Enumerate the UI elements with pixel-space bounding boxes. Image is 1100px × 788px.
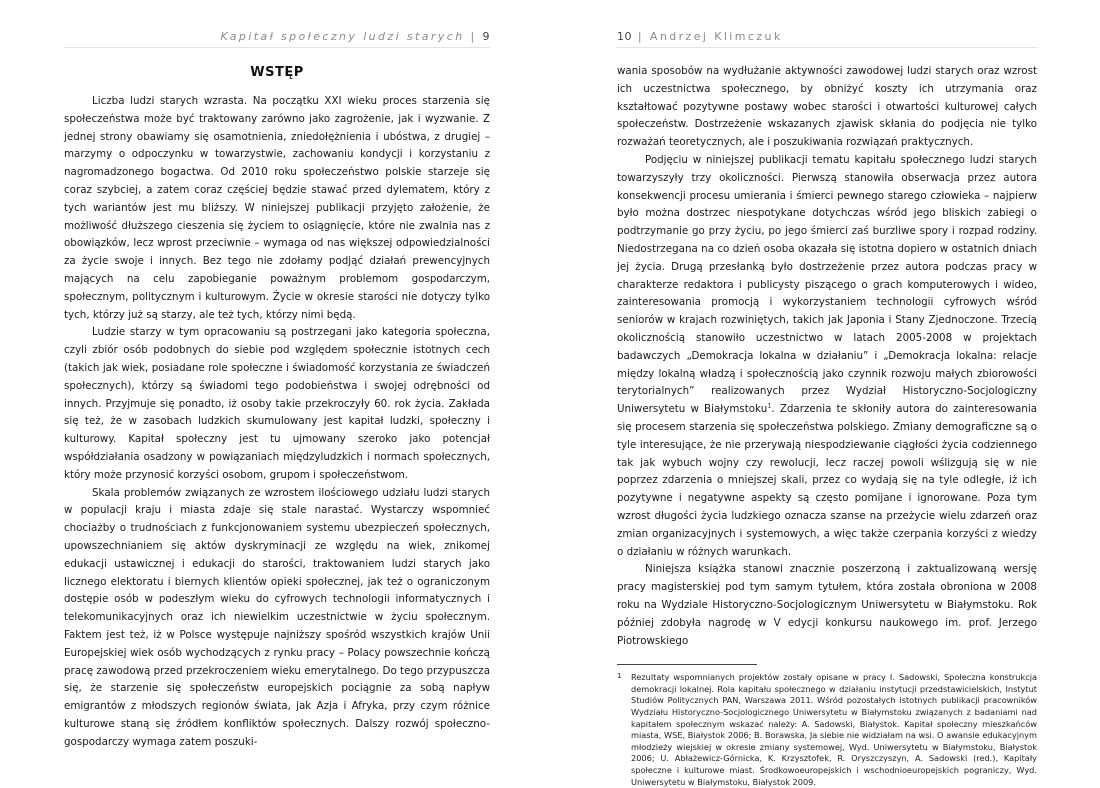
left-header-title: Kapitał społeczny ludzi starych: [220, 30, 465, 43]
right-header-rule: [617, 47, 1037, 48]
right-page-body: [617, 63, 1037, 788]
paragraph-text: Podjęciu w niniejszej publikacji tematu kapitału społecznego ludzi starych towarzyszyły trzy okoliczności. Pierwszą stanowiła obserwacja przez autora konsekwencji procesu umierania i śmierci pewnego starego człowieka – najpierw było można dostrzec niespotykane dotychczas wśród jego bliskich zabiegi o podtrzymanie go przy życiu, po jego śmierci zaś burzliwe spory i rozpad rodziny. Niedostrzegana na co dzień osoba okazała się istotna dopiero w ostatnich dniach jej życia. Drugą przesłanką było dostrzeżenie przez autora podczas pracy w charakterze redaktora i publicysty piszącego o grach komputerowych i wideo, zainteresowania promocją i wykorzystaniem technologii cyfrowych wśród seniorów w krajach rozwiniętych, takich jak Japonia i Stany Zjednoczone. Trzecią okolicznością stanowiło uczestnictwo w latach 2005-2008 w projektach badawczych „Demokracja lokalna w działaniu” i „Demokracja lokalna: relacje między lokalną władzą i społecznością jako czynnik rozwoju małych zbiorowości terytorialnych” realizowanych przez Wydział Historyczno-Socjologiczny Uniwersytetu w Białymstoku: [617, 153, 1037, 416]
paragraph-text: . Zdarzenia te skłoniły autora do zainteresowania się procesem starzenia się społeczeństwa polskiego. Zmiany demograficzne są o tyle interesujące, że nie przerywają niespodziewanie ciągłości życia codziennego tak jak wybuch wojny czy rewolucji, lecz raczej powoli wślizgują się w nie poprzez zdarzenia o mniejszej skali, przez co wydają się na tyle odległe, iż ich pozytywne i negatywne aspekty są często pomijane i ignorowane. Poza tym wzrost długości życia ludzkiego oznacza szanse na przeżycie wielu zdarzeń oraz zmian organizacyjnych i systemowych, a więc także czerpania korzyści z wiedzy o działaniu w różnych warunkach.: [617, 403, 1038, 558]
paragraph: [617, 152, 1037, 561]
paragraph: Liczba ludzi starych wzrasta. Na początku XXI wieku proces starzenia się społeczeństwa może być traktowany zarówno jako zagrożenie, jak i wyzwanie. Z jednej strony obawiamy się osamotnienia, zniedołężnienia i ubóstwa, z drugiej – marzymy o odpoczynku w towarzystwie, zachowaniu kondycji i korzystaniu z nagromadzonego bogactwa. Od 2010 roku społeczeństwo polskie starzeje się coraz szybciej, a zatem coraz częściej będzie stawać przed dylematem, który z tych wariantów jest mu bliższy. W niniejszej publikacji przyjęto założenie, że możliwość dłuższego cieszenia się życiem to osiągnięcie, które nie zwalnia nas z obowiązków, lecz wprost przeciwnie – wymaga od nas większej odpowiedzialności za życie swoje i innych. Bez tego nie zdołamy podjąć działań prewencyjnych mających na celu zapobieganie poważnym problemom gospodarczym, społecznym, politycznym i kulturowym. Życie w okresie starości nie dotyczy tylko tych, którzy już są starzy, ale też tych, którzy nimi będą.: [64, 95, 490, 321]
left-page-number: 9: [482, 30, 490, 43]
paragraph: Skala problemów związanych ze wzrostem ilościowego udziału ludzi starych w populacji kraju i miasta zdaje się stale narastać. Wystarczy wspomnieć chociażby o trudnościach z funkcjonowaniem systemu ubezpieczeń społecznych, upowszechnianiem się aktów dyskryminacji ze względu na wiek, znikomej edukacji ustawicznej i edukacji do starości, traktowaniem ludzi starych jako licznego elektoratu i biernych klientów opieki społecznej, jak też o ograniczonym dostępie osób w podeszłym wieku do cyfrowych technologii informatycznych i telekomunikacyjnych oraz ich niewielkim uczestnictwie w życiu społecznym. Faktem jest też, iż w Polsce występuje najniższy spośród wszystkich krajów Unii Europejskiej wiek osób wychodzących z rynku pracy – Polacy powszechnie kończą pracę zawodową przed przekroczeniem wieku emerytalnego. Do tego przypuszcza się, że starzenie się społeczeństw europejskich pociągnie za sobą napływ emigrantów z młodszych regionów świata, jak Azja i Afryka, przy czym różnice kulturowe staną się źródłem konfliktów społecznych. Dalszy rozwój społeczno-gospodarczy wymaga zatem poszuki-: [64, 486, 490, 748]
paragraph: Ludzie starzy w tym opracowaniu są postrzegani jako kategoria społeczna, czyli zbiór osób podobnych do siebie pod względem społecznie istotnych cech (takich jak wiek, posiadane role społeczne i świadomość korzystania ze świadczeń społecznych), którzy są świadomi tego podobieństwa i swojej odrębności od innych. Przyjmuje się ponadto, iż osoby takie przekroczyły 60. rok życia. Zakłada się też, że w zasobach ludzkich skumulowany jest kapitał ludzki, społeczny i kulturowy. Kapitał społeczny jest tu ujmowany szeroko jako potencjał współdziałania osadzony w powiązaniach międzyludzkich i normach społecznych, który może przynosić korzyści osobom, grupom i społeczeństwom.: [64, 326, 490, 481]
footnote: [617, 672, 1037, 788]
left-header-rule: [64, 47, 490, 48]
footnote-reference: 1: [767, 401, 772, 410]
right-header-author: Andrzej Klimczuk: [649, 30, 783, 43]
chapter-title: WSTĘP: [250, 65, 304, 80]
right-running-header: [617, 30, 783, 43]
footnote-text: Rezultaty wspomnianych projektów zostały opisane w pracy I. Sadowski, Społeczna konstrukcja demokracji lokalnej. Rola kapitału społecznego w działaniu instytucji przedstawicielskich, Instytut Studiów Politycznych PAN, Warszawa 2011. Wśród pozostałych istotnych publikacji pracowników Wydziału Historyczno-Socjologicznego Uniwersytetu w Białymstoku związanych z badaniami nad kapitałem społecznym wskazać należy: A. Sadowski, Białystok. Kapitał społeczny mieszkańców miasta, WSE, Białystok 2006; B. Borawska, Ja siebie nie widziałam na wsi. O awansie edukacyjnym młodzieży wiejskiej w okresie zmiany systemowej, Wyd. Uniwersytetu w Białymstoku, Białystok 2006; U. Abłażewicz-Górnicka, K. Krzysztofek, R. Oryszczyszyn, A. Sadowski (red.), Kapitały społeczne i kulturowe miast. Środkowoeuropejskich i wschodnioeuropejskich pograniczy, Wyd. Uniwersytetu w Białymstoku, Białystok 2009.: [631, 672, 1037, 787]
left-page-body: [64, 62, 490, 751]
paragraph-continued: wania sposobów na wydłużanie aktywności zawodowej ludzi starych oraz wzrost ich uczestnictwa społecznego, by obniżyć koszty ich utrzymania oraz kształtować pozytywne postawy wobec starości i otwartości kulturowej całych społeczeństw. Dostrzeżenie wskazanych zjawisk skłania do podjęcia nie tylko rozważań teoretycznych, ale i poszukiwania rozwiązań praktycznych.: [617, 65, 1037, 149]
left-running-header: [221, 30, 490, 43]
right-page-number: 10: [617, 30, 632, 43]
right-page: [617, 0, 1038, 787]
left-page: [64, 0, 490, 778]
header-separator: |: [637, 30, 650, 43]
paragraph: Niniejsza książka stanowi znacznie poszerzoną i zaktualizowaną wersję pracy magisterskiej pod tym samym tytułem, która została obroniona w 2008 roku na Wydziale Historyczno-Socjologicznym Uniwersytetu w Białymstoku. Rok później zdobyła nagrodę w V edycji konkursu naukowego im. prof. Jerzego Piotrowskiego: [617, 563, 1037, 647]
footnote-rule: [617, 664, 757, 665]
header-separator: |: [470, 30, 483, 43]
footnote-mark: 1: [617, 672, 622, 681]
